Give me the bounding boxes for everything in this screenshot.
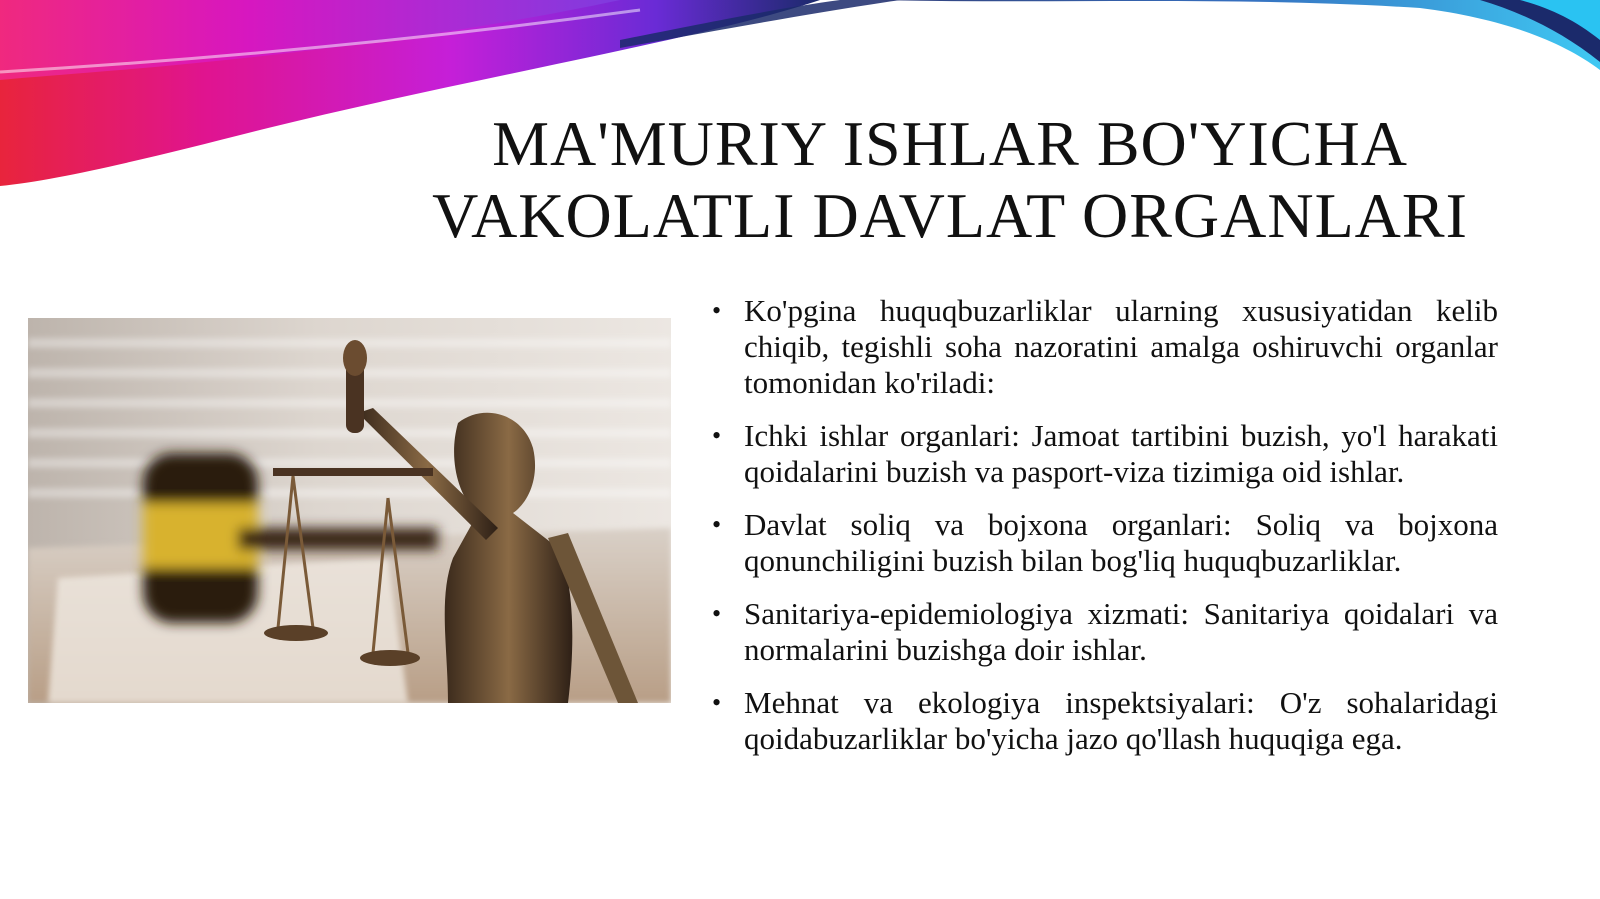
bullet-text: Davlat soliq va bojxona organlari: Soliq va bojxona qonunchiligini buzish bilan bog'liq huquqbuzarliklar. bbox=[744, 507, 1498, 578]
list-item bbox=[712, 507, 1498, 579]
bullet-dot: • bbox=[712, 296, 722, 325]
justice-photo bbox=[28, 318, 671, 703]
bullet-text: Ko'pgina huquqbuzarliklar ularning xususiyatidan kelib chiqib, tegishli soha nazoratini amalga oshiruvchi organlar tomonidan ko'riladi: bbox=[744, 293, 1498, 400]
list-item bbox=[712, 685, 1498, 757]
slide-title bbox=[380, 108, 1520, 252]
bullet-dot: • bbox=[712, 421, 722, 450]
bullet-text: Mehnat va ekologiya inspektsiyalari: O'z sohalaridagi qoidabuzarliklar bo'yicha jazo qo'llash huquqiga ega. bbox=[744, 685, 1498, 756]
bullet-dot: • bbox=[712, 599, 722, 628]
bullet-dot: • bbox=[712, 510, 722, 539]
list-item bbox=[712, 293, 1498, 401]
justice-statue-gavel-icon bbox=[28, 318, 671, 703]
slide-title-line-1: MA'MURIY ISHLAR BO'YICHA bbox=[492, 108, 1408, 179]
bullet-text: Ichki ishlar organlari: Jamoat tartibini buzish, yo'l harakati qoidalarini buzish va pasport-viza tizimiga oid ishlar. bbox=[744, 418, 1498, 489]
list-item bbox=[712, 418, 1498, 490]
slide-title-line-2: VAKOLATLI DAVLAT ORGANLARI bbox=[432, 180, 1468, 251]
list-item bbox=[712, 596, 1498, 668]
bullet-dot: • bbox=[712, 688, 722, 717]
bullet-list bbox=[712, 293, 1498, 774]
bullet-text: Sanitariya-epidemiologiya xizmati: Sanitariya qoidalari va normalarini buzishga doir ishlar. bbox=[744, 596, 1498, 667]
